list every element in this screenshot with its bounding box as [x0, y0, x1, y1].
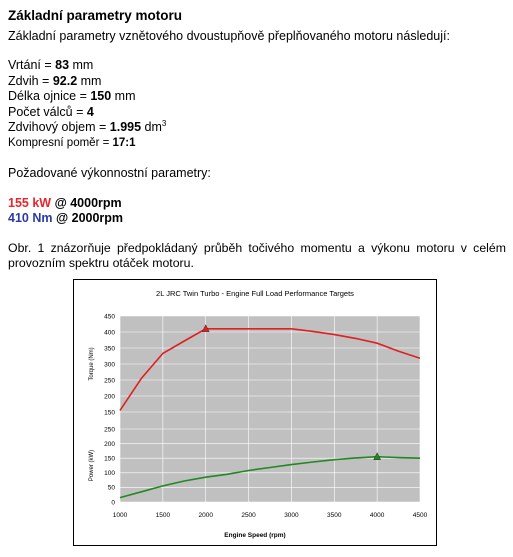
y-tick-label: 200 — [104, 440, 115, 448]
param-displacement: Zdvihový objem = 1.995 $dm^3$ — [8, 118, 167, 134]
chart-title: 2L JRC Twin Turbo - Engine Full Load Performance Targets — [156, 289, 354, 298]
x-tick-label: 1000 — [112, 512, 128, 519]
y-tick-label: 100 — [104, 470, 115, 478]
y-tick-label: 450 — [104, 313, 115, 321]
plot-background — [120, 316, 420, 502]
x-tick-label: 1500 — [155, 512, 171, 519]
power-target-value: 155 kW — [8, 196, 52, 210]
section-heading: Základní parametry motoru — [8, 8, 183, 23]
document-page — [8, 8, 506, 271]
y-tick-label: 200 — [104, 393, 115, 401]
engine-parameter-list — [8, 58, 506, 151]
x-tick-label: 2500 — [241, 512, 256, 519]
figure-description: Obr. 1 znázorňuje předpokládaný průběh točivého momentu a výkonu motoru v celém provozním spektru otáček motoru. — [8, 241, 506, 270]
torque-target-value: 410 Nm — [8, 211, 53, 225]
y-tick-label: 300 — [104, 361, 115, 369]
power-target: 155 kW @ 4000rpm — [8, 196, 122, 210]
torque-target: 410 Nm @ 2000rpm — [8, 211, 124, 225]
performance-chart-svg — [73, 279, 437, 546]
performance-intro: Požadované výkonnostní parametry: — [8, 166, 211, 180]
x-axis-label: Engine Speed (rpm) — [224, 532, 286, 539]
param-conrod-length: Délka ojnice = 150 mm — [8, 89, 136, 103]
y-tick-label: 250 — [104, 377, 115, 385]
x-tick-label: 2000 — [198, 512, 213, 519]
y-tick-label: 350 — [104, 345, 115, 353]
y-tick-label: 250 — [104, 426, 115, 434]
x-tick-label: 3000 — [284, 512, 299, 519]
y-tick-label: 150 — [104, 409, 115, 417]
param-cylinder-count: Počet válců = 4 — [8, 104, 94, 119]
y-tick-label: 400 — [104, 329, 115, 337]
performance-chart — [73, 279, 437, 546]
y-tick-label: 150 — [104, 455, 115, 463]
x-tick-label: 4000 — [369, 512, 385, 519]
param-compression-ratio: Kompresní poměr = 17:1 — [8, 136, 136, 149]
x-tick-label: 3500 — [327, 512, 342, 519]
power-axis-label: Power (kW) — [89, 449, 95, 482]
y-tick-label: 50 — [107, 484, 115, 492]
y-tick-label: 0 — [111, 499, 115, 507]
param-stroke: Zdvih = 92.2 mm — [8, 73, 102, 88]
performance-targets — [8, 196, 506, 226]
torque-axis-label: Torque (Nm) — [89, 347, 95, 381]
x-tick-label: 4500 — [412, 512, 428, 519]
param-bore: Vrtání = 83 mm — [8, 58, 94, 72]
intro-paragraph: Základní parametry vznětového dvoustupňově přeplňovaného motoru následují: — [8, 29, 450, 43]
